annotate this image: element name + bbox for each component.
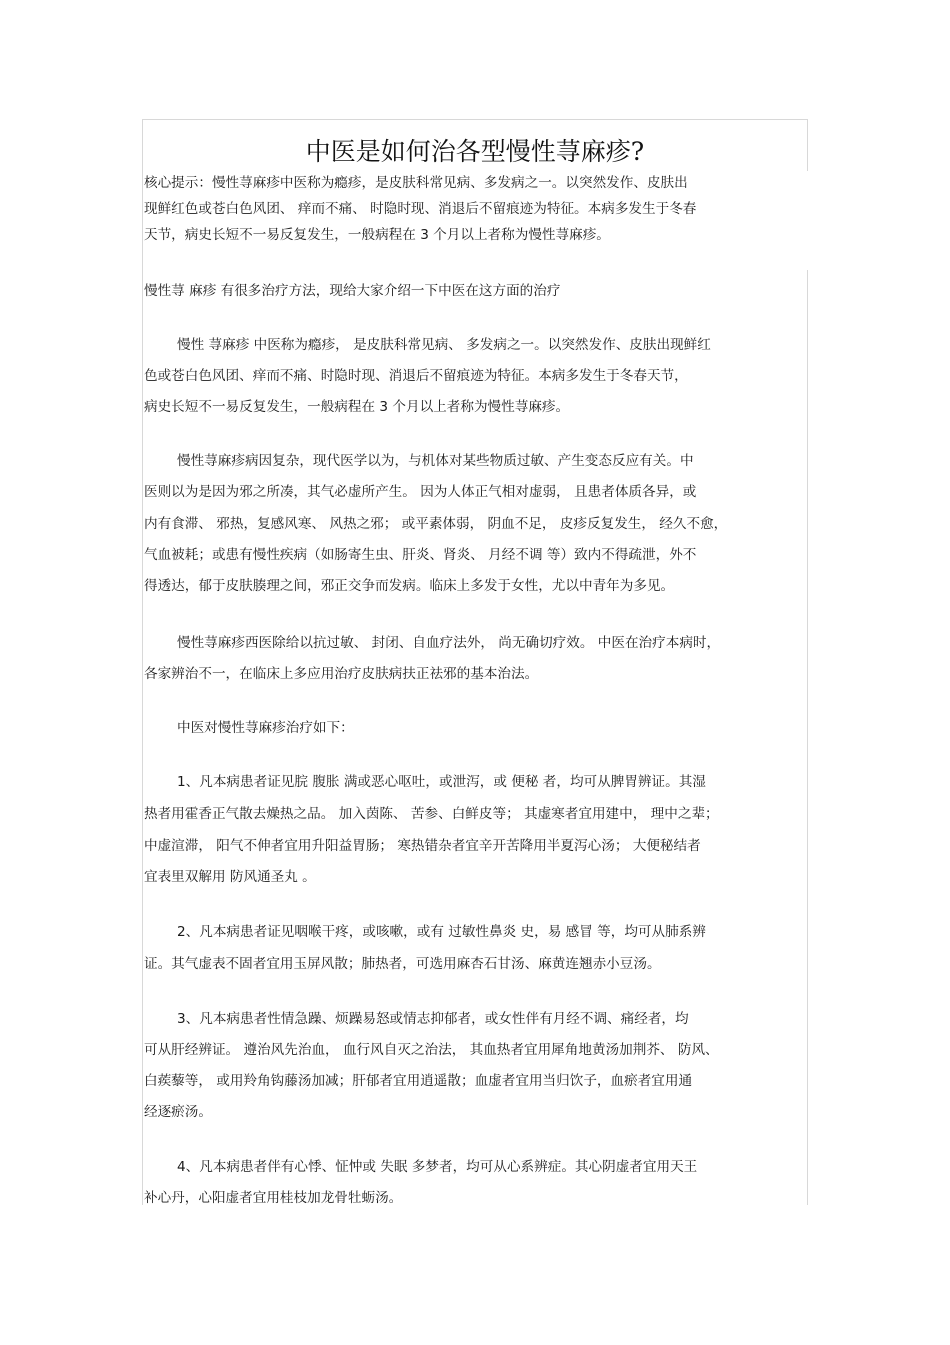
page-frame-left-border bbox=[142, 119, 143, 1205]
list-item-line: 3、凡本病患者性情急躁、烦躁易怒或情志抑郁者，或女性伴有月经不调、痛经者，均 bbox=[177, 1011, 689, 1027]
paragraph-line: 气血被耗；或患有慢性疾病（如肠寄生虫、肝炎、肾炎、 月经不调 等）致内不得疏泄，外不 bbox=[144, 547, 697, 563]
paragraph-line: 内有食滞、 邪热，复感风寒、 风热之邪； 或平素体弱， 阴血不足， 皮疹反复发生， 经久不愈， bbox=[144, 516, 728, 532]
list-item-line: 宜表里双解用 防风通圣丸 。 bbox=[144, 869, 316, 885]
paragraph-line: 慢性 荨麻疹 中医称为瘾疹， 是皮肤科常见病、 多发病之一。以突然发作、皮肤出现鲜红 bbox=[177, 337, 711, 353]
paragraph-line: 医则以为是因为邪之所凑，其气必虚所产生。 因为人体正气相对虚弱， 且患者体质各异，或 bbox=[144, 484, 697, 500]
summary-line: 天节，病史长短不一易反复发生，一般病程在 3 个月以上者称为慢性荨麻疹。 bbox=[144, 227, 610, 243]
list-item-line: 经逐瘀汤。 bbox=[144, 1104, 212, 1120]
summary-line: 核心提示：慢性荨麻疹中医称为瘾疹，是皮肤科常见病、多发病之一。以突然发作、皮肤出 bbox=[144, 175, 688, 191]
list-item-line: 证。其气虚表不固者宜用玉屏风散；肺热者，可选用麻杏石甘汤、麻黄连翘赤小豆汤。 bbox=[144, 956, 661, 972]
paragraph-line: 各家辨治不一，在临床上多应用治疗皮肤病扶正祛邪的基本治法。 bbox=[144, 666, 539, 682]
list-item-line: 可从肝经辨证。 遵治风先治血， 血行风自灭之治法， 其血热者宜用犀角地黄汤加荆芥、 防风、 bbox=[144, 1042, 719, 1058]
list-item-line: 2、凡本病患者证见咽喉干疼，或咳嗽，或有 过敏性鼻炎 史，易 感冒 等，均可从肺系辨 bbox=[177, 924, 706, 940]
paragraph-line: 慢性荨麻疹病因复杂，现代医学以为，与机体对某些物质过敏、产生变态反应有关。中 bbox=[177, 453, 694, 469]
list-item-line: 4、凡本病患者伴有心悸、怔忡或 失眠 多梦者，均可从心系辨症。其心阴虚者宜用天王 bbox=[177, 1159, 698, 1175]
list-item-line: 白蒺藜等， 或用羚角钩藤汤加减；肝郁者宜用逍遥散；血虚者宜用当归饮子，血瘀者宜用通 bbox=[144, 1073, 693, 1089]
paragraph-line: 得透达，郁于皮肤腠理之间，邪正交争而发病。临床上多发于女性，尤以中青年为多见。 bbox=[144, 578, 675, 594]
paragraph-line: 中医对慢性荨麻疹治疗如下： bbox=[177, 720, 354, 736]
paragraph-line: 慢性荨麻疹西医除给以抗过敏、 封闭、自血疗法外， 尚无确切疗效。 中医在治疗本病时， bbox=[177, 635, 721, 651]
paragraph-line: 色或苍白色风团、痒而不痛、时隐时现、消退后不留痕迹为特征。本病多发生于冬春天节， bbox=[144, 368, 688, 384]
page-frame-top-border bbox=[142, 119, 808, 120]
list-item-line: 1、凡本病患者证见脘 腹胀 满或恶心呕吐，或泄泻，或 便秘 者，均可从脾胃辨证。其湿 bbox=[177, 774, 706, 790]
intro-line: 慢性荨 麻疹 有很多治疗方法，现给大家介绍一下中医在这方面的治疗 bbox=[144, 283, 561, 299]
list-item-line: 热者用霍香正气散去燥热之品。 加入茵陈、 苦参、白鲜皮等； 其虚寒者宜用建中， 理中之辈； bbox=[144, 806, 719, 822]
list-item-line: 中虚渲滞， 阳气不伸者宜用升阳益胃肠； 寒热错杂者宜辛开苦降用半夏泻心汤； 大便秘结者 bbox=[144, 838, 701, 854]
summary-line: 现鲜红色或苍白色风团、 痒而不痛、 时隐时现、消退后不留痕迹为特征。本病多发生于冬春 bbox=[144, 201, 697, 217]
document-title: 中医是如何治各型慢性荨麻疹? bbox=[305, 137, 645, 166]
paragraph-line: 病史长短不一易反复发生，一般病程在 3 个月以上者称为慢性荨麻疹。 bbox=[144, 399, 570, 415]
list-item-line: 补心丹，心阳虚者宜用桂枝加龙骨牡蛎汤。 bbox=[144, 1190, 403, 1206]
page-frame-right-border bbox=[807, 270, 808, 1205]
